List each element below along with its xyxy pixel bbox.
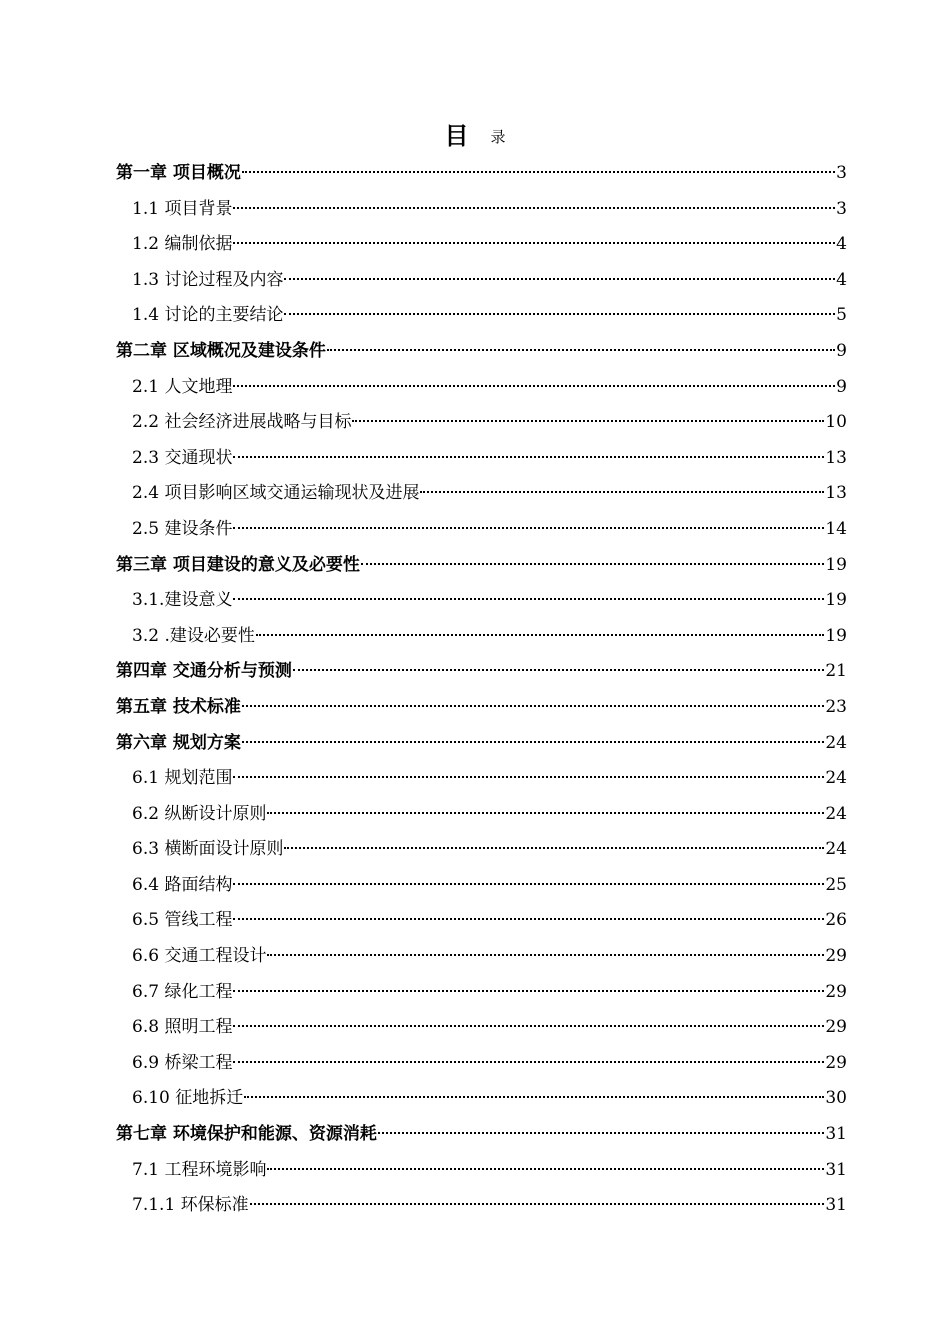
toc-page-number: 25: [825, 874, 847, 895]
toc-page-number: 3: [836, 198, 847, 219]
toc-entry-label: 6.8 照明工程: [132, 1017, 233, 1038]
toc-entry-label: 6.5 管线工程: [132, 910, 233, 931]
toc-section-entry[interactable]: [116, 227, 847, 263]
dot-leader: [242, 741, 824, 743]
dot-leader: [327, 349, 835, 351]
toc-page-number: 29: [825, 981, 847, 1002]
toc-page-number: 30: [825, 1088, 847, 1109]
toc-entry-label: 2.5 建设条件: [132, 518, 233, 539]
toc-entry-label: 3.2 .建设必要性: [132, 625, 255, 646]
dot-leader: [361, 563, 824, 565]
toc-entry-label: 6.1 规划范围: [132, 768, 233, 789]
dot-leader: [233, 527, 824, 529]
dot-leader: [233, 776, 824, 778]
toc-entry-label: 3.1.建设意义: [132, 590, 233, 611]
dot-leader: [233, 598, 824, 600]
toc-section-entry[interactable]: [116, 1046, 847, 1082]
toc-page-number: 9: [836, 376, 847, 397]
dot-leader: [233, 456, 824, 458]
toc-section-entry[interactable]: [116, 370, 847, 406]
toc-chapter-entry[interactable]: [116, 690, 847, 726]
dot-leader: [233, 385, 835, 387]
toc-page-number: 10: [825, 412, 847, 433]
dot-leader: [233, 242, 835, 244]
dot-leader: [267, 1168, 824, 1170]
dot-leader: [250, 1203, 825, 1205]
toc-section-entry[interactable]: [116, 263, 847, 299]
toc-page-number: 24: [825, 803, 847, 824]
toc-entry-label: 7.1 工程环境影响: [132, 1159, 267, 1180]
toc-chapter-entry[interactable]: [116, 726, 847, 762]
toc-chapter-entry[interactable]: [116, 548, 847, 584]
toc-entry-label: 1.4 讨论的主要结论: [132, 305, 284, 326]
toc-section-entry[interactable]: [116, 405, 847, 441]
toc-section-entry[interactable]: [116, 1081, 847, 1117]
toc-section-entry[interactable]: [116, 761, 847, 797]
toc-section-entry[interactable]: [116, 512, 847, 548]
toc-chapter-entry[interactable]: [116, 334, 847, 370]
toc-entry-label: 1.3 讨论过程及内容: [132, 269, 284, 290]
toc-section-entry[interactable]: [116, 619, 847, 655]
toc-page-number: 13: [825, 483, 847, 504]
dot-leader: [284, 847, 824, 849]
toc-page-number: 31: [825, 1195, 847, 1216]
dot-leader: [420, 491, 824, 493]
toc-entry-label: 7.1.1 环保标准: [132, 1195, 249, 1216]
toc-page-number: 19: [825, 554, 847, 575]
toc-entry-label: 6.3 横断面设计原则: [132, 839, 284, 860]
dot-leader: [233, 990, 824, 992]
toc-page-number: 19: [825, 625, 847, 646]
toc-chapter-entry[interactable]: [116, 156, 847, 192]
toc-entry-label: 1.1 项目背景: [132, 198, 233, 219]
dot-leader: [244, 1096, 824, 1098]
dot-leader: [233, 207, 835, 209]
toc-section-entry[interactable]: [116, 298, 847, 334]
toc-section-entry[interactable]: [116, 797, 847, 833]
toc-entry-label: 6.2 纵断设计原则: [132, 803, 267, 824]
toc-page-number: 5: [836, 305, 847, 326]
toc-entry-label: 2.4 项目影响区域交通运输现状及进展: [132, 483, 420, 504]
toc-page-number: 29: [825, 946, 847, 967]
toc-entry-label: 第五章 技术标准: [116, 696, 241, 717]
dot-leader: [233, 1025, 824, 1027]
toc-section-entry[interactable]: [116, 583, 847, 619]
toc-page-number: 19: [825, 590, 847, 611]
toc-section-entry[interactable]: [116, 975, 847, 1011]
dot-leader: [293, 669, 824, 671]
toc-section-entry[interactable]: [116, 832, 847, 868]
toc-page-number: 21: [825, 661, 847, 682]
page-title: [0, 118, 950, 157]
toc-entry-label: 6.6 交通工程设计: [132, 946, 267, 967]
toc-section-entry[interactable]: [116, 939, 847, 975]
dot-leader: [233, 883, 824, 885]
toc-entry-label: 2.2 社会经济进展战略与目标: [132, 412, 352, 433]
toc-entry-label: 第六章 规划方案: [116, 732, 241, 753]
dot-leader: [233, 1061, 824, 1063]
dot-leader: [242, 171, 835, 173]
toc-section-entry[interactable]: [116, 441, 847, 477]
toc-entry-label: 2.1 人文地理: [132, 376, 233, 397]
dot-leader: [242, 705, 824, 707]
dot-leader: [267, 954, 824, 956]
toc-entry-label: 6.9 桥梁工程: [132, 1052, 233, 1073]
toc-entry-label: 第四章 交通分析与预测: [116, 661, 292, 682]
toc-page-number: 13: [825, 447, 847, 468]
toc-section-entry[interactable]: [116, 476, 847, 512]
toc-entry-label: 第二章 区域概况及建设条件: [116, 340, 326, 361]
toc-section-entry[interactable]: [116, 868, 847, 904]
toc-page-number: 24: [825, 768, 847, 789]
toc-entry-label: 1.2 编制依据: [132, 234, 233, 255]
dot-leader: [256, 634, 825, 636]
title-secondary: 录: [490, 128, 506, 146]
toc-page-number: 9: [836, 340, 847, 361]
toc-section-entry[interactable]: [116, 1153, 847, 1189]
toc-page-number: 31: [825, 1159, 847, 1180]
dot-leader: [378, 1132, 824, 1134]
toc-page-number: 4: [836, 269, 847, 290]
toc-chapter-entry[interactable]: [116, 654, 847, 690]
toc-page-number: 31: [825, 1124, 847, 1145]
dot-leader: [352, 420, 824, 422]
dot-leader: [284, 278, 835, 280]
toc-section-entry[interactable]: [116, 192, 847, 228]
toc-page-number: 4: [836, 234, 847, 255]
toc-page-number: 14: [825, 518, 847, 539]
toc-page-number: 29: [825, 1017, 847, 1038]
toc-page-number: 29: [825, 1052, 847, 1073]
toc-page-number: 24: [825, 839, 847, 860]
toc-entry-label: 6.10 征地拆迁: [132, 1088, 244, 1109]
toc-entry-label: 6.4 路面结构: [132, 874, 233, 895]
toc-entry-label: 第七章 环境保护和能源、资源消耗: [116, 1124, 377, 1145]
toc-entry-label: 第一章 项目概况: [116, 163, 241, 183]
toc-section-entry[interactable]: [116, 1010, 847, 1046]
dot-leader: [284, 313, 835, 315]
toc-page-number: 24: [825, 732, 847, 753]
table-of-contents: [116, 156, 847, 1224]
toc-section-entry[interactable]: [116, 1188, 847, 1224]
toc-entry-label: 6.7 绿化工程: [132, 981, 233, 1002]
title-main: 目: [444, 121, 469, 150]
dot-leader: [233, 918, 824, 920]
toc-page-number: 3: [836, 163, 847, 183]
toc-entry-label: 2.3 交通现状: [132, 447, 233, 468]
toc-entry-label: 第三章 项目建设的意义及必要性: [116, 554, 360, 575]
dot-leader: [267, 812, 824, 814]
toc-chapter-entry[interactable]: [116, 1117, 847, 1153]
toc-section-entry[interactable]: [116, 903, 847, 939]
toc-page-number: 26: [825, 910, 847, 931]
toc-page-number: 23: [825, 696, 847, 717]
